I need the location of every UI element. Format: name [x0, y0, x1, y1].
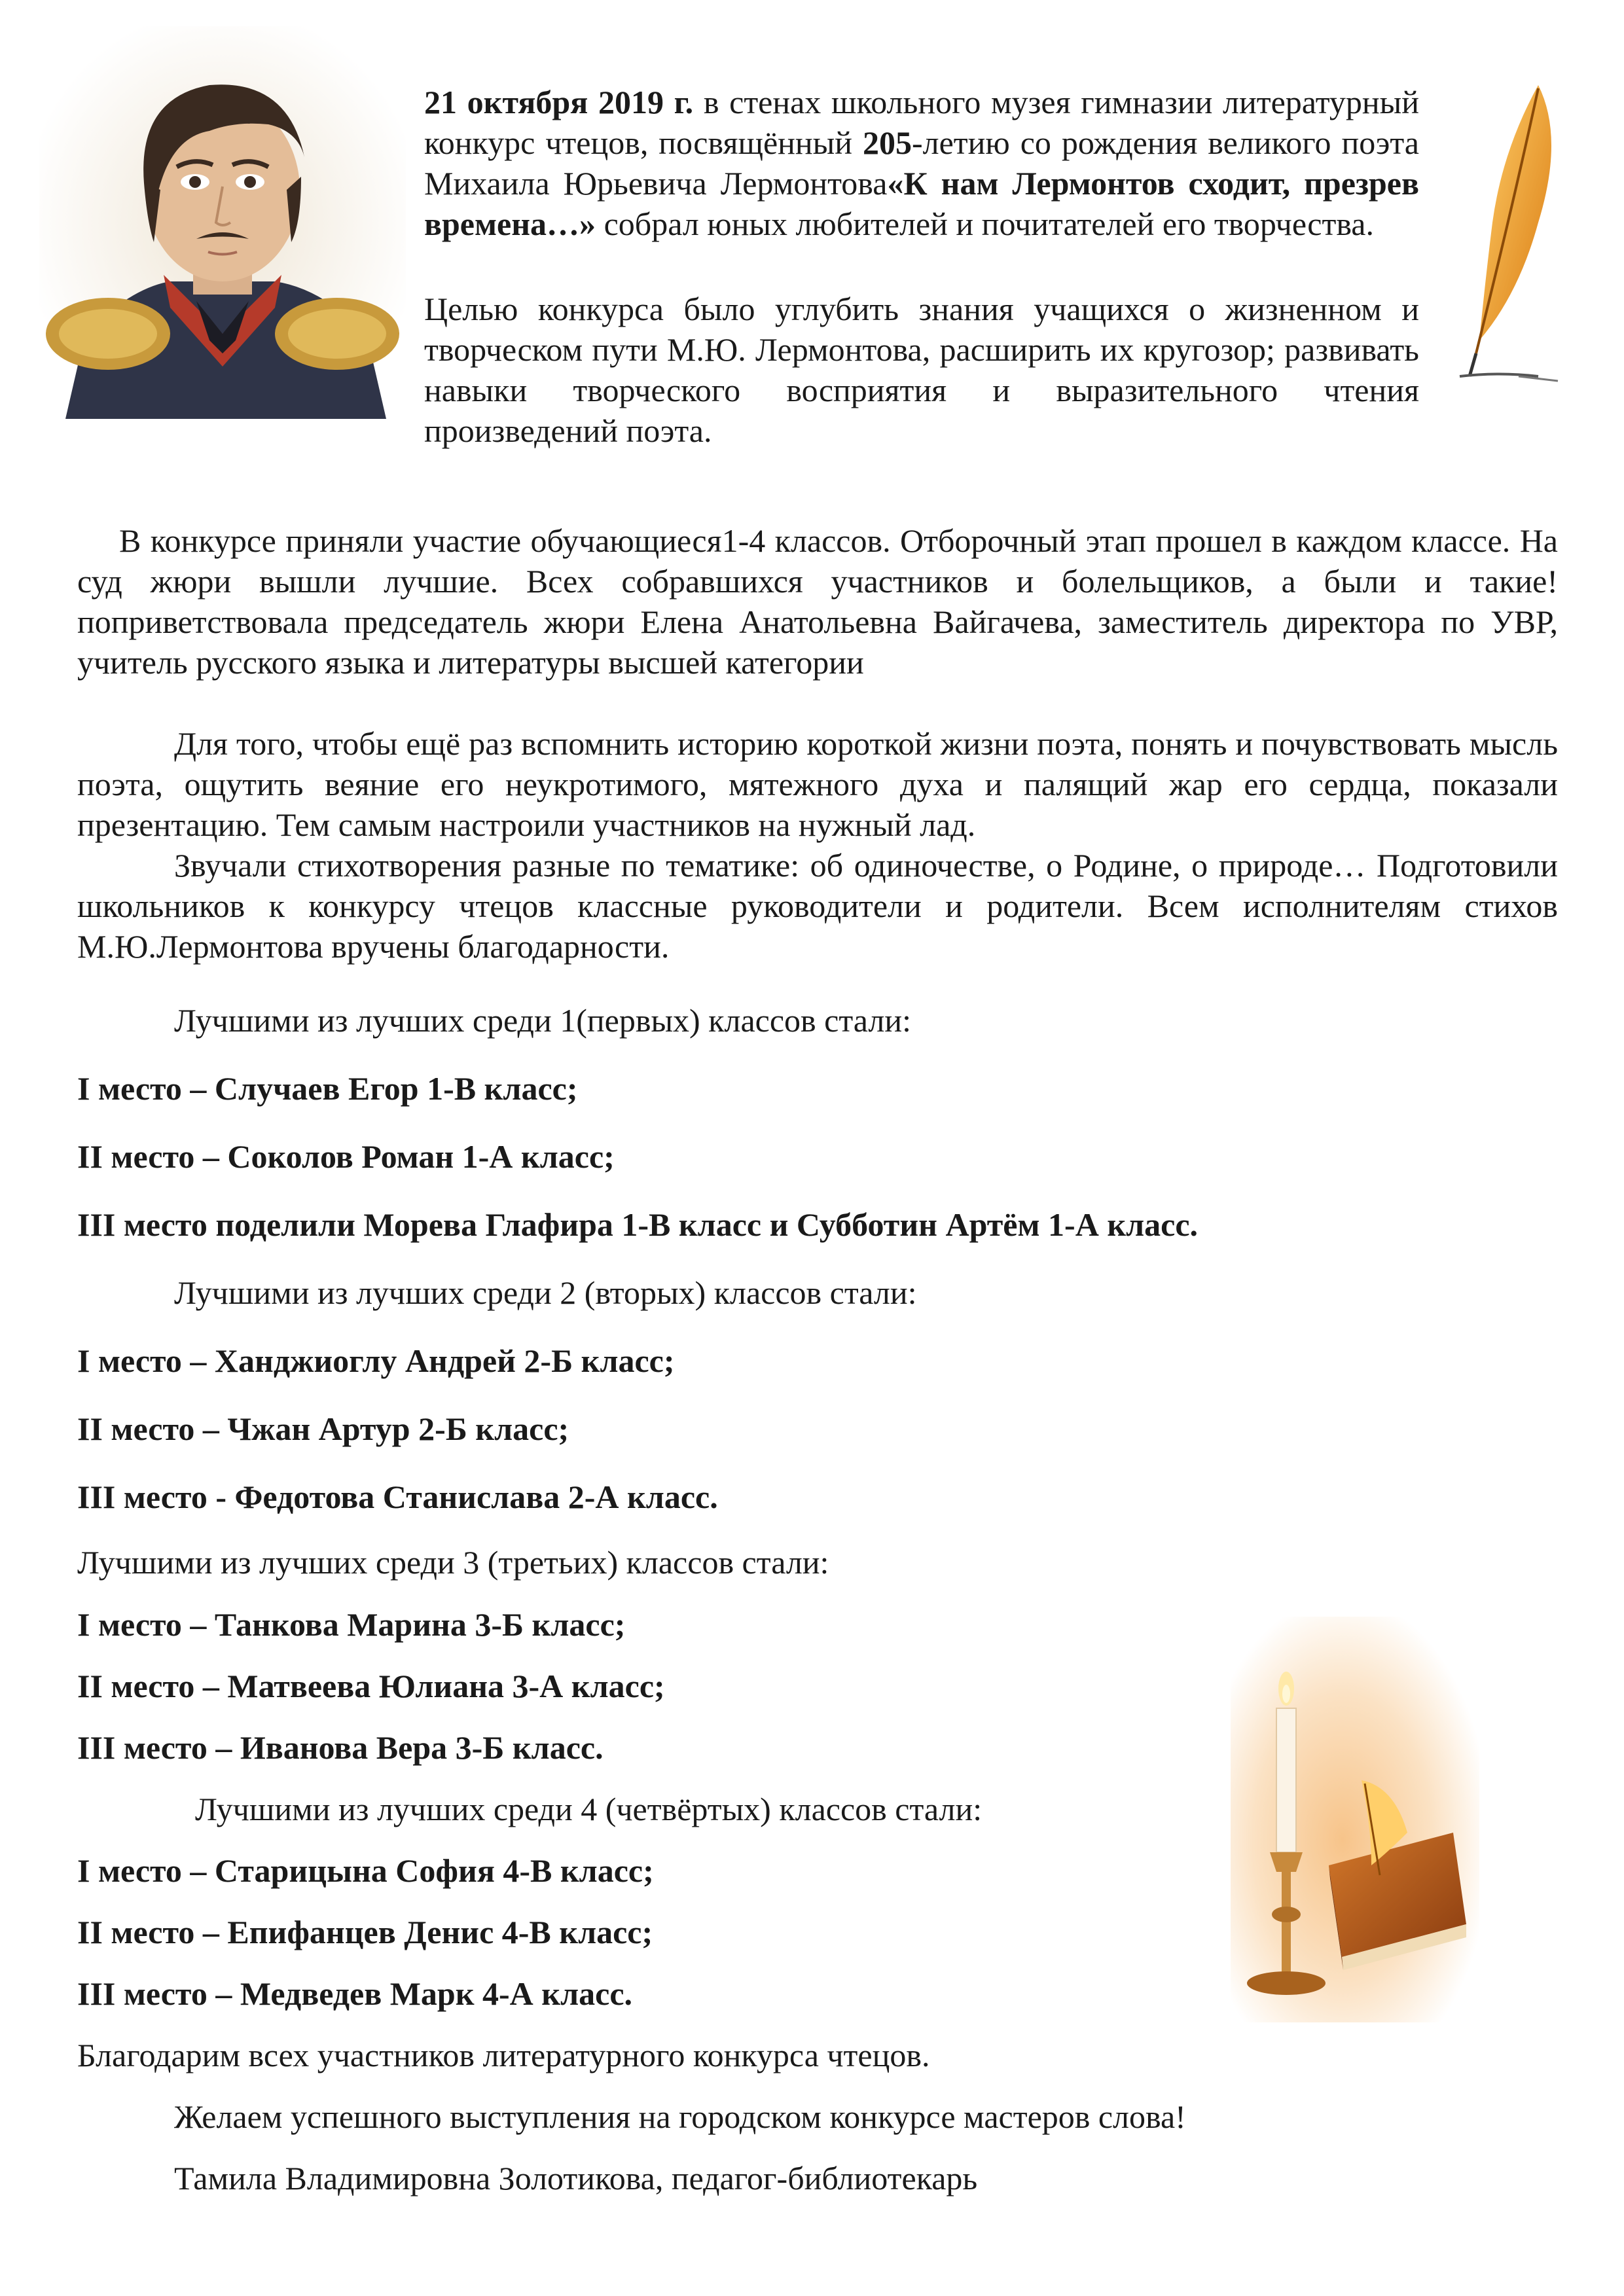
intro-block [424, 82, 1419, 451]
result-place: III место - Федотова Станислава 2-А класс. [77, 1479, 718, 1515]
candle-book-illustration [1231, 1617, 1479, 2022]
result-place: I место – Танкова Марина 3-Б класс; [77, 1606, 626, 1643]
category-heading: Лучшими из лучших среди 3 (третьих) классов стали: [77, 1544, 829, 1581]
category-heading: Лучшими из лучших среди 1(первых) классов стали: [174, 1002, 912, 1039]
participants-paragraph: В конкурсе приняли участие обучающиеся1-4 классов. Отборочный этап прошел в каждом классе. На суд жюри вышли лучшие. Всех собравшихся участников и болельщиков, а были и такие! поприветствовала председатель жюри Елена Анатольевна Вайгачева, заместитель директора по УВР, учитель русского языка и литературы высшей категории [77, 522, 1558, 681]
category-heading: Лучшими из лучших среди 2 (вторых) классов стали: [174, 1274, 917, 1311]
signature-line: Тамила Владимировна Золотикова, педагог-библиотекарь [174, 2160, 978, 2197]
event-date: 21 октября 2019 г. [424, 84, 694, 120]
result-place: II место – Матвеева Юлиана 3-А класс; [77, 1668, 665, 1704]
poems-paragraph: Звучали стихотворения разные по тематике: об одиночестве, о Родине, о природе… Подготовили школьников к конкурсу чтецов классные руководители и родители. Всем исполнителям стихов М.Ю.Лермонтова вручены благодарности. [77, 847, 1558, 965]
wish-line: Желаем успешного выступления на городском конкурсе мастеров слова! [174, 2098, 1186, 2135]
lermontov-portrait [39, 26, 406, 419]
result-place: II место – Чжан Артур 2-Б класс; [77, 1410, 569, 1447]
result-place: III место – Иванова Вера 3-Б класс. [77, 1729, 604, 1766]
thanks-line: Благодарим всех участников литературного конкурса чтецов. [77, 2037, 930, 2073]
quill-icon [1440, 79, 1564, 386]
result-place: II место – Соколов Роман 1-А класс; [77, 1138, 615, 1175]
result-place: I место – Случаев Егор 1-В класс; [77, 1070, 578, 1107]
result-place: III место – Медведев Марк 4-А класс. [77, 1975, 633, 2012]
result-place: I место – Старицына София 4-В класс; [77, 1852, 654, 1889]
category-heading: Лучшими из лучших среди 4 (четвёртых) классов стали: [195, 1791, 983, 1827]
result-place: I место – Ханджиоглу Андрей 2-Б класс; [77, 1342, 675, 1379]
event-title: «К нам Лермонтов сходит, презрев времена…» [424, 165, 1419, 242]
presentation-paragraph: Для того, чтобы ещё раз вспомнить историю короткой жизни поэта, понять и почувствовать мысль поэта, ощутить веяние его неукротимого, мятежного духа и палящий жар его сердца, показали презентацию. Тем самым настроили участников на нужный лад. [77, 725, 1558, 843]
goal-paragraph: Целью конкурса было углубить знания учащихся о жизненном и творческом пути М.Ю. Лермонтова, расширить их кругозор; развивать навыки творческого восприятия и выразительного чтения произведений поэта. [424, 291, 1419, 449]
result-place: II место – Епифанцев Денис 4-В класс; [77, 1914, 653, 1950]
result-place: III место поделили Морева Глафира 1-В класс и Субботин Артём 1-А класс. [77, 1206, 1199, 1243]
intro-paragraph: 21 октября 2019 г. в стенах школьного музея гимназии литературный конкурс чтецов, посвящённый 205-летию со рождения великого поэта Михаила Юрьевича Лермонтова«К нам Лермонтов сходит, презрев времена…» собрал юных любителей и почитателей его творчества. [424, 84, 1420, 242]
